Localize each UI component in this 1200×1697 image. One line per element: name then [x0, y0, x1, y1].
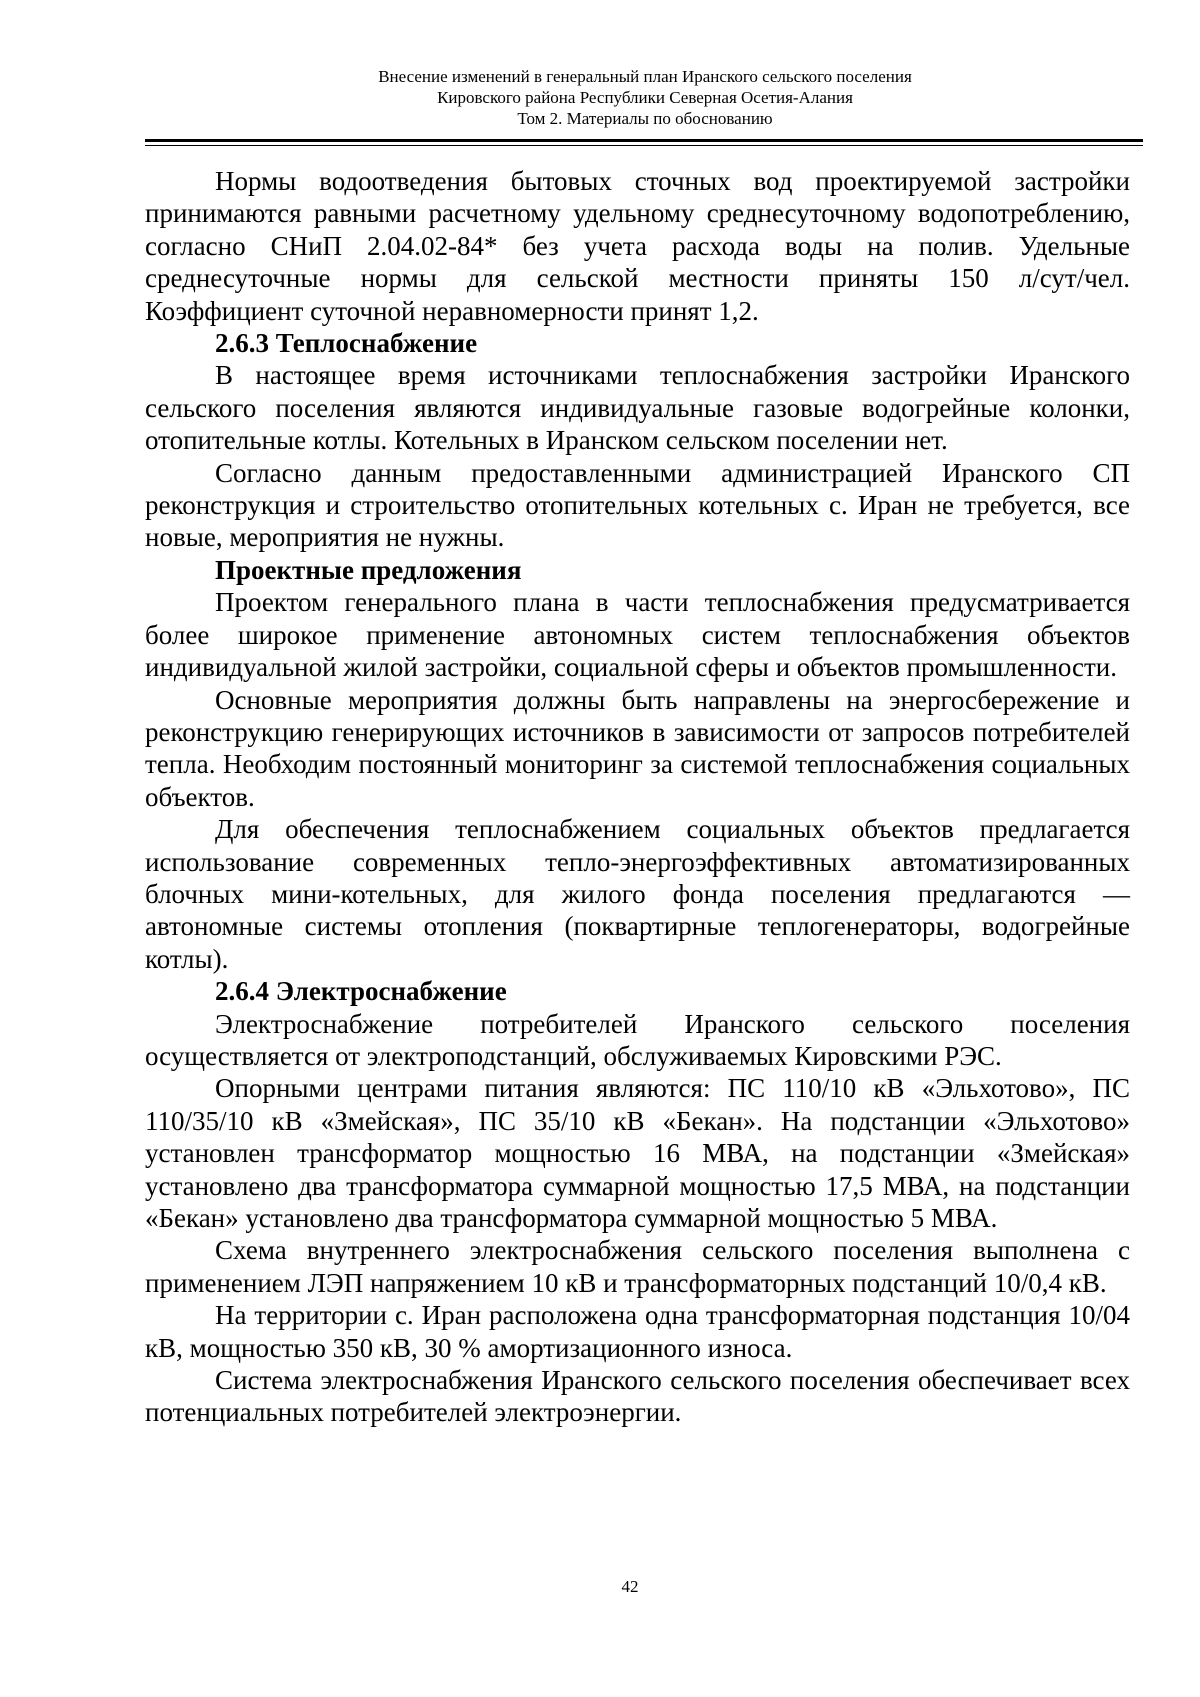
paragraph-mini-boilers: Для обеспечения теплоснабжением социальных объектов предлагается использование современных тепло-энергоэффективных автоматизированных блочных мини-котельных, для жилого фонда поселения предлагаются — автономные системы отопления (поквартирные теплогенераторы, водогрейные котлы).: [145, 814, 1130, 974]
running-header: [145, 66, 1145, 129]
paragraph-iran-substation: На территории с. Иран расположена одна трансформаторная подстанция 10/04 кВ, мощностью 350 кВ, 30 % амортизационного износа.: [145, 1300, 1130, 1363]
header-line-2: Кировского района Республики Северная Осетия-Алания: [437, 88, 853, 107]
subheading-project-proposals: Проектные предложения: [215, 554, 522, 585]
paragraph-wastewater-norms: Нормы водоотведения бытовых сточных вод проектируемой застройки принимаются равными расчетному удельному среднесуточному водопотреблению, согласно СНиП 2.04.02-84* без учета расхода воды на полив. Удельные среднесуточные нормы для сельской местности приняты 150 л/сут/чел. Коэффициент суточной неравномерности принят 1,2.: [145, 166, 1130, 326]
header-line-3: Том 2. Материалы по обоснованию: [517, 109, 773, 128]
document-body: [145, 165, 1130, 1429]
paragraph-power-consumers: Электроснабжение потребителей Иранского сельского поселения осуществляется от электроподстанций, обслуживаемых Кировскими РЭС.: [145, 1008, 1130, 1071]
paragraph-substations: Опорными центрами питания являются: ПС 110/10 кВ «Эльхотово», ПС 110/35/10 кВ «Змейская», ПС 35/10 кВ «Бекан». На подстанции «Эльхотово» установлен трансформатор мощностью 16 МВА, на подстанции «Змейская» установлено два трансформатора суммарной мощностью 17,5 МВА, на подстанции «Бекан» установлено два трансформатора суммарной мощностью 5 МВА.: [145, 1073, 1130, 1233]
paragraph-heat-sources: В настоящее время источниками теплоснабжения застройки Иранского сельского поселения являются индивидуальные газовые водогрейные колонки, отопительные котлы. Котельных в Иранском сельском поселении нет.: [145, 360, 1130, 456]
header-divider-thin: [145, 145, 1143, 146]
header-divider-thick: [145, 139, 1143, 142]
paragraph-autonomous-systems: Проектом генерального плана в части теплоснабжения предусматривается более широкое применение автономных систем теплоснабжения объектов индивидуальной жилой застройки, социальной сферы и объектов промышленности.: [145, 587, 1130, 683]
paragraph-energy-saving: Основные мероприятия должны быть направлены на энергосбережение и реконструкцию генерирующих источников в зависимости от запросов потребителей тепла. Необходим постоянный мониторинг за системой теплоснабжения социальных объектов.: [145, 684, 1130, 812]
section-heading-power-supply: 2.6.4 Электроснабжение: [215, 976, 507, 1007]
paragraph-system-coverage: Система электроснабжения Иранского сельского поселения обеспечивает всех потенциальных потребителей электроэнергии.: [145, 1365, 1130, 1428]
section-heading-heat-supply: 2.6.3 Теплоснабжение: [215, 328, 478, 359]
page-number: 42: [621, 1577, 639, 1596]
paragraph-internal-scheme: Схема внутреннего электроснабжения сельского поселения выполнена с применением ЛЭП напряжением 10 кВ и трансформаторных подстанций 10/0,4 кВ.: [145, 1235, 1130, 1298]
paragraph-administration-data: Согласно данным предоставленными администрацией Иранского СП реконструкция и строительство отопительных котельных с. Иран не требуется, все новые, мероприятия не нужны.: [145, 457, 1130, 553]
header-line-1: Внесение изменений в генеральный план Иранского сельского поселения: [378, 67, 912, 86]
